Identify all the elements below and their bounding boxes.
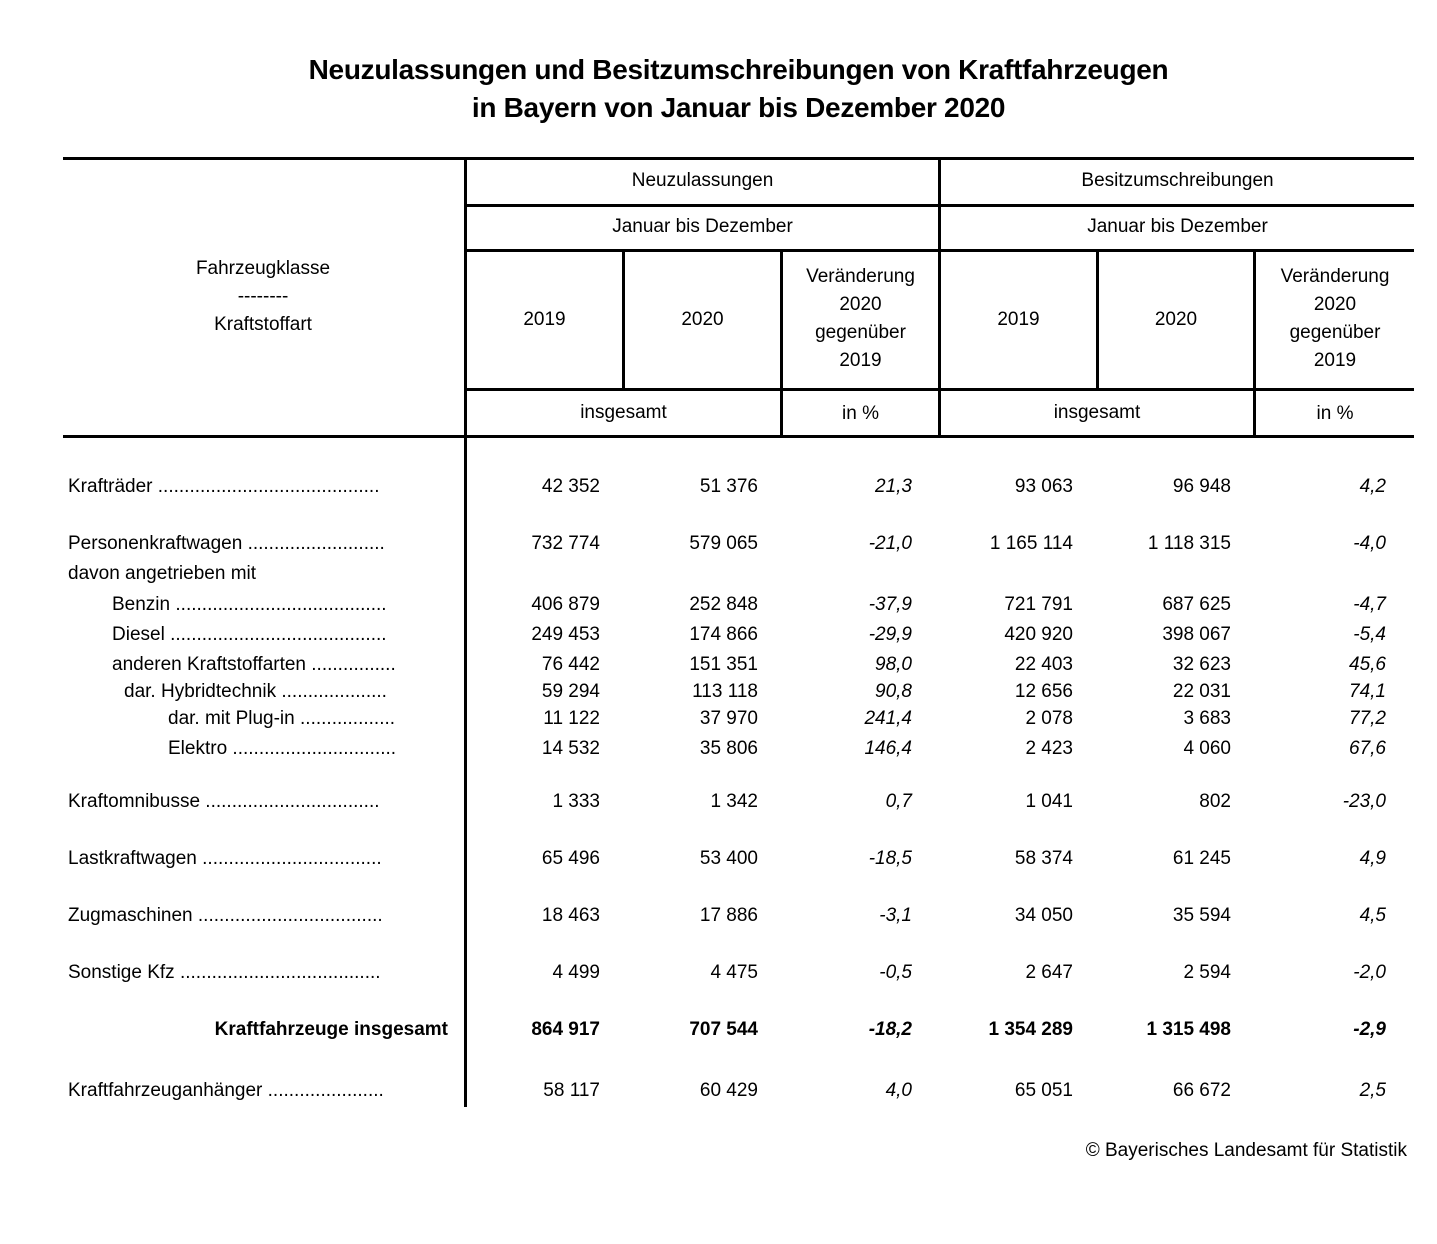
row-label-text: Kraftfahrzeuganhänger [68, 1080, 263, 1101]
leader-dots: .......................... [247, 533, 385, 554]
col-header-nz-2020: 2020 [681, 309, 724, 330]
cell-bu2019: 1 041 [1025, 791, 1073, 812]
cell-bupct: 77,2 [1349, 708, 1386, 729]
leader-dots: .................... [281, 681, 387, 702]
cell-bu2020: 4 060 [1183, 738, 1231, 759]
cell-nz2019: 864 917 [531, 1019, 600, 1040]
row-label [68, 904, 447, 928]
page-title-line-1: Neuzulassungen und Besitzumschreibungen von Kraftfahrzeugen [308, 54, 1169, 85]
col-header-nz-change [783, 263, 938, 375]
cell-nz2019: 59 294 [541, 681, 600, 702]
row-label-text: Kraftomnibusse [68, 791, 201, 812]
cell-nz2020: 60 429 [699, 1080, 758, 1101]
period-header-neuzulassungen: Januar bis Dezember [612, 216, 793, 237]
cell-nzpct: -29,9 [868, 624, 912, 645]
cell-bupct: 74,1 [1349, 681, 1386, 702]
group-header-besitzumschreibungen: Besitzumschreibungen [1081, 170, 1274, 191]
row-label-text: Diesel [112, 624, 165, 645]
cell-nz2019: 65 496 [541, 848, 600, 869]
row-label [124, 680, 447, 704]
change-label: Veränderung [1280, 266, 1390, 287]
leader-dots: ........................................ [175, 594, 387, 615]
row-label-text: anderen Kraftstoffarten [112, 654, 306, 675]
row-label-text: davon angetrieben mit [68, 563, 257, 584]
cell-nzpct: 146,4 [864, 738, 912, 759]
leader-dots: ................................. [205, 791, 380, 812]
cell-nz2020: 113 118 [692, 681, 758, 702]
cell-nz2019: 4 499 [552, 962, 600, 983]
cell-nz2019: 406 879 [531, 594, 600, 615]
row-label [68, 532, 447, 556]
cell-bu2020: 1 315 498 [1146, 1019, 1231, 1040]
cell-bu2019: 1 354 289 [988, 1019, 1073, 1040]
row-label [112, 653, 447, 677]
cell-bupct: 67,6 [1349, 738, 1386, 759]
row-label-text: Sonstige Kfz [68, 962, 175, 983]
cell-bu2019: 93 063 [1014, 476, 1073, 497]
cell-bu2019: 58 374 [1014, 848, 1073, 869]
cell-nzpct: -3,1 [879, 905, 912, 926]
change-year: 2020 [1313, 294, 1357, 315]
cell-nz2019: 42 352 [541, 476, 600, 497]
row-label [63, 1018, 448, 1042]
row-label [68, 475, 447, 499]
stub-header-kraftstoffart: Kraftstoffart [214, 314, 312, 335]
cell-bu2019: 1 165 114 [989, 533, 1073, 554]
cell-nz2019: 14 532 [541, 738, 600, 759]
leader-dots: ................ [311, 654, 396, 675]
cell-nz2020: 51 376 [699, 476, 758, 497]
leader-dots: .................. [300, 708, 396, 729]
row-label-text: Personenkraftwagen [68, 533, 243, 554]
unit-nz-total: insgesamt [580, 402, 667, 423]
unit-nz-pct: in % [842, 403, 879, 424]
cell-nz2020: 579 065 [689, 533, 758, 554]
change-versus: gegenüber [815, 322, 906, 343]
cell-bu2020: 32 623 [1172, 654, 1231, 675]
cell-bupct: 4,9 [1359, 848, 1386, 869]
cell-bu2019: 2 423 [1025, 738, 1073, 759]
cell-bu2020: 3 683 [1183, 708, 1231, 729]
period-header-besitzumschreibungen: Januar bis Dezember [1087, 216, 1268, 237]
group-header-neuzulassungen: Neuzulassungen [631, 170, 774, 191]
cell-nz2020: 35 806 [699, 738, 758, 759]
row-label-text: Lastkraftwagen [68, 848, 197, 869]
cell-nz2020: 174 866 [689, 624, 758, 645]
row-label-text: dar. mit Plug-in [168, 708, 295, 729]
cell-nzpct: 21,3 [875, 476, 912, 497]
leader-dots: .......................................... [157, 476, 380, 497]
row-label [68, 562, 447, 586]
row-label-text: Elektro [168, 738, 228, 759]
row-label [68, 790, 447, 814]
col-header-bu-2020: 2020 [1154, 309, 1198, 330]
cell-bu2020: 35 594 [1172, 905, 1231, 926]
cell-bu2020: 687 625 [1162, 594, 1231, 615]
change-year: 2020 [839, 294, 882, 315]
row-label [68, 847, 447, 871]
cell-nz2020: 4 475 [710, 962, 758, 983]
cell-bupct: -4,7 [1353, 594, 1386, 615]
stub-header-fahrzeugklasse: Fahrzeugklasse [195, 258, 331, 279]
cell-bupct: -23,0 [1342, 791, 1386, 812]
cell-nz2020: 151 351 [689, 654, 758, 675]
cell-bu2020: 398 067 [1162, 624, 1231, 645]
cell-bupct: 4,2 [1359, 476, 1386, 497]
cell-bu2019: 65 051 [1014, 1080, 1073, 1101]
cell-bupct: -4,0 [1353, 533, 1386, 554]
change-versus: gegenüber [1289, 322, 1381, 343]
row-label-text: Benzin [112, 594, 171, 615]
col-header-nz-2019: 2019 [523, 309, 566, 330]
row-label [68, 961, 447, 985]
cell-nz2019: 76 442 [541, 654, 600, 675]
cell-nz2019: 1 333 [552, 791, 600, 812]
cell-nzpct: -0,5 [879, 962, 912, 983]
row-label [68, 1079, 447, 1103]
cell-nz2020: 252 848 [689, 594, 758, 615]
cell-nzpct: 0,7 [885, 791, 912, 812]
leader-dots: ......................................... [170, 624, 387, 645]
change-base-year: 2019 [839, 350, 882, 371]
leader-dots: ............................... [232, 738, 397, 759]
cell-nz2020: 1 342 [710, 791, 758, 812]
cell-nz2019: 249 453 [531, 624, 600, 645]
row-label [112, 593, 447, 617]
leader-dots: ................................... [197, 905, 383, 926]
cell-bu2019: 34 050 [1014, 905, 1073, 926]
copyright-footer: © Bayerisches Landesamt für Statistik [1085, 1140, 1407, 1161]
row-label-text: Krafträder [68, 476, 153, 497]
col-header-bu-change [1256, 263, 1414, 375]
cell-nz2020: 17 886 [699, 905, 758, 926]
change-base-year: 2019 [1313, 350, 1357, 371]
cell-nz2019: 11 122 [543, 708, 600, 729]
cell-bu2020: 22 031 [1172, 681, 1231, 702]
cell-bu2019: 721 791 [1004, 594, 1073, 615]
cell-nzpct: 4,0 [885, 1080, 912, 1101]
table-top-rule [63, 157, 1414, 160]
cell-nz2019: 18 463 [541, 905, 600, 926]
cell-bu2020: 96 948 [1172, 476, 1231, 497]
cell-bu2020: 66 672 [1172, 1080, 1231, 1101]
row-label [112, 623, 447, 647]
cell-bupct: 45,6 [1349, 654, 1386, 675]
cell-bu2020: 2 594 [1183, 962, 1231, 983]
leader-dots: .................................. [202, 848, 382, 869]
header-bottom-rule [63, 435, 1414, 438]
cell-nzpct: -21,0 [868, 533, 912, 554]
row-label [168, 737, 447, 761]
cell-nzpct: -18,5 [868, 848, 912, 869]
cell-bu2019: 12 656 [1014, 681, 1073, 702]
stub-header-separator: -------- [237, 286, 289, 307]
cell-nz2020: 37 970 [699, 708, 758, 729]
cell-bu2020: 1 118 315 [1147, 533, 1231, 554]
leader-dots: ...................................... [179, 962, 381, 983]
cell-bu2019: 2 078 [1025, 708, 1073, 729]
row-label [168, 707, 447, 731]
cell-nz2019: 732 774 [531, 533, 600, 554]
cell-nzpct: 90,8 [875, 681, 912, 702]
cell-nzpct: -18,2 [868, 1019, 912, 1040]
row-label-text: Zugmaschinen [68, 905, 193, 926]
unit-bu-pct: in % [1316, 403, 1354, 424]
cell-nzpct: -37,9 [868, 594, 912, 615]
col-header-bu-2019: 2019 [997, 309, 1040, 330]
cell-nz2019: 58 117 [543, 1080, 600, 1101]
row-label-text: Kraftfahrzeuge insgesamt [214, 1019, 448, 1040]
row-label-text: dar. Hybridtechnik [124, 681, 277, 702]
cell-bu2020: 61 245 [1172, 848, 1231, 869]
leader-dots: ...................... [267, 1080, 384, 1101]
group-divider [938, 157, 941, 438]
cell-bu2019: 420 920 [1004, 624, 1073, 645]
cell-bupct: -5,4 [1353, 624, 1386, 645]
cell-bu2019: 2 647 [1025, 962, 1073, 983]
cell-bupct: -2,9 [1353, 1019, 1386, 1040]
cell-bupct: 2,5 [1359, 1080, 1386, 1101]
page-title-line-2: in Bayern von Januar bis Dezember 2020 [471, 92, 1006, 123]
cell-nzpct: 241,4 [864, 708, 912, 729]
cell-bupct: 4,5 [1359, 905, 1386, 926]
cell-bu2019: 22 403 [1014, 654, 1073, 675]
change-label: Veränderung [806, 266, 915, 287]
stub-header [63, 255, 463, 339]
cell-nzpct: 98,0 [875, 654, 912, 675]
unit-bu-total: insgesamt [1053, 402, 1141, 423]
cell-bu2020: 802 [1199, 791, 1231, 812]
cell-nz2020: 53 400 [699, 848, 758, 869]
cell-nz2020: 707 544 [689, 1019, 758, 1040]
cell-bupct: -2,0 [1353, 962, 1386, 983]
